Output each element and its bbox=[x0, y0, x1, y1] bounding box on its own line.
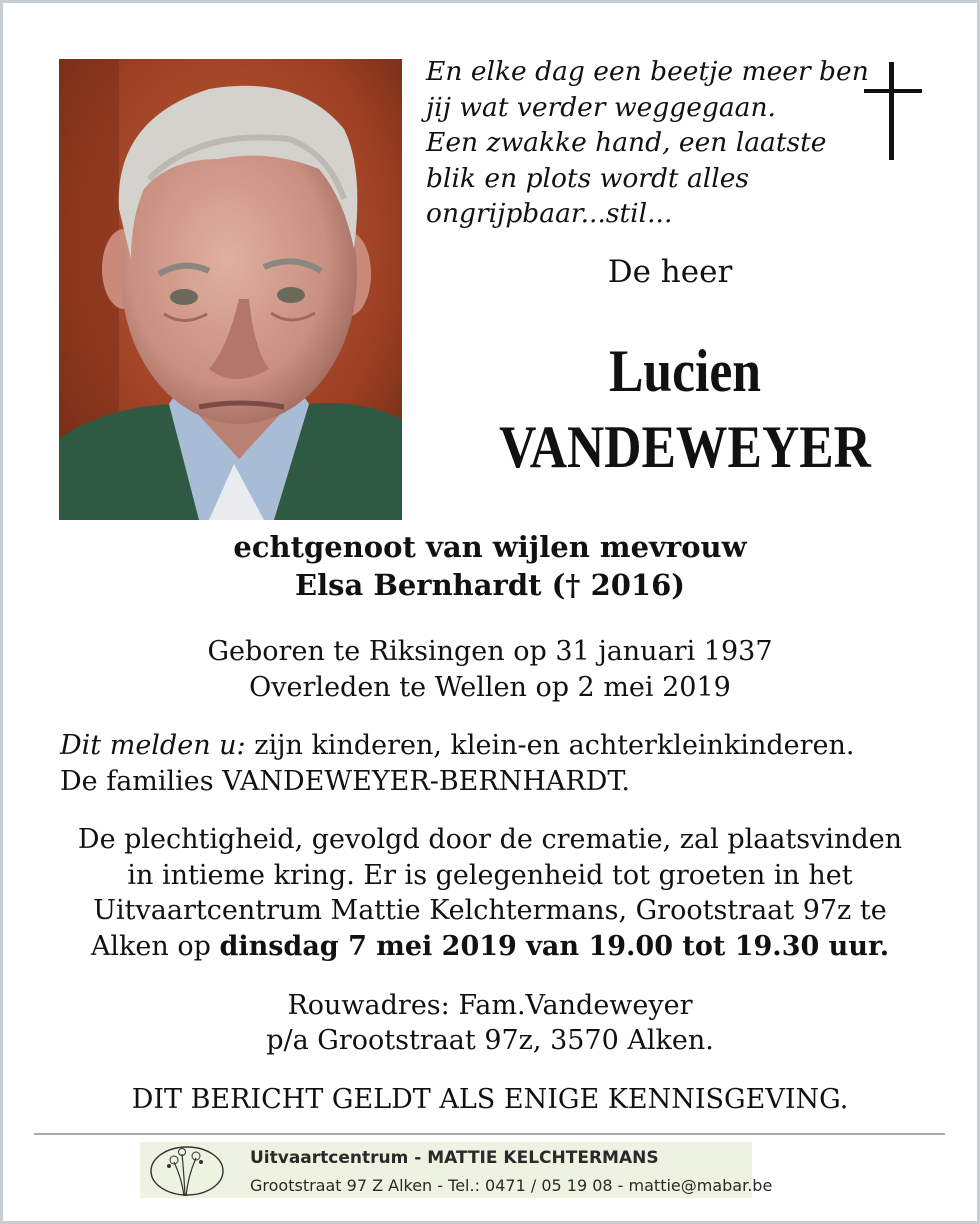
notice: DIT BERICHT GELDT ALS ENIGE KENNISGEVING. bbox=[131, 1084, 849, 1115]
birth-line: Geboren te Riksingen op 31 januari 1937 bbox=[207, 636, 773, 667]
funeral-home-contact: Grootstraat 97 Z Alken - Tel.: 0471 / 05 19 08 - mattie@mabar.be bbox=[250, 1176, 773, 1195]
deceased-last-name: VANDEWEYER bbox=[499, 414, 871, 480]
poem-line: Een zwakke hand, een laatste bbox=[426, 127, 827, 158]
poem-line: blik en plots wordt alles bbox=[426, 162, 750, 194]
poem bbox=[426, 54, 869, 232]
spouse-info bbox=[0, 528, 980, 604]
announcement-text: zijn kinderen, klein-en achterkleinkinderen. bbox=[245, 730, 855, 761]
ceremony-line: De plechtigheid, gevolgd door de crematie, zal plaatsvinden bbox=[77, 824, 903, 855]
poem-line: En elke dag een beetje meer ben bbox=[426, 56, 869, 87]
announcement-line bbox=[60, 728, 940, 764]
announcement bbox=[60, 728, 940, 800]
funeral-home-footer bbox=[140, 1142, 773, 1198]
address-line: Rouwadres: Fam.Vandeweyer bbox=[287, 990, 693, 1021]
mourning-address bbox=[0, 988, 980, 1058]
announcement-prefix: Dit melden u: bbox=[60, 730, 246, 761]
funeral-home-name: Uitvaartcentrum - MATTIE KELCHTERMANS bbox=[250, 1148, 659, 1168]
poem-line: jij wat verder weggegaan. bbox=[426, 91, 776, 123]
spouse-line: Elsa Bernhardt († 2016) bbox=[295, 568, 685, 602]
cross-icon bbox=[864, 62, 922, 160]
deceased-first-name: Lucien bbox=[609, 338, 761, 404]
ceremony-line: Uitvaartcentrum Mattie Kelchtermans, Grootstraat 97z te bbox=[93, 895, 887, 926]
ceremony-line bbox=[0, 929, 980, 965]
ceremony-datetime: dinsdag 7 mei 2019 van 19.00 tot 19.30 uur. bbox=[219, 930, 890, 962]
portrait-photo bbox=[59, 59, 402, 520]
announcement-line: De families VANDEWEYER-BERNHARDT. bbox=[60, 766, 630, 797]
ceremony-line: in intieme kring. Er is gelegenheid tot groeten in het bbox=[127, 859, 853, 891]
death-line: Overleden te Wellen op 2 mei 2019 bbox=[249, 672, 731, 703]
divider bbox=[34, 1133, 945, 1135]
poem-line: ongrijpbaar...stil... bbox=[426, 198, 673, 229]
ceremony-info bbox=[0, 822, 980, 964]
flower-logo-icon bbox=[144, 1144, 230, 1198]
address-line: p/a Grootstraat 97z, 3570 Alken. bbox=[266, 1025, 714, 1056]
honorific: De heer bbox=[607, 254, 733, 290]
ceremony-text: Alken op bbox=[90, 930, 220, 962]
spouse-line: echtgenoot van wijlen mevrouw bbox=[233, 530, 747, 564]
life-dates bbox=[0, 634, 980, 706]
